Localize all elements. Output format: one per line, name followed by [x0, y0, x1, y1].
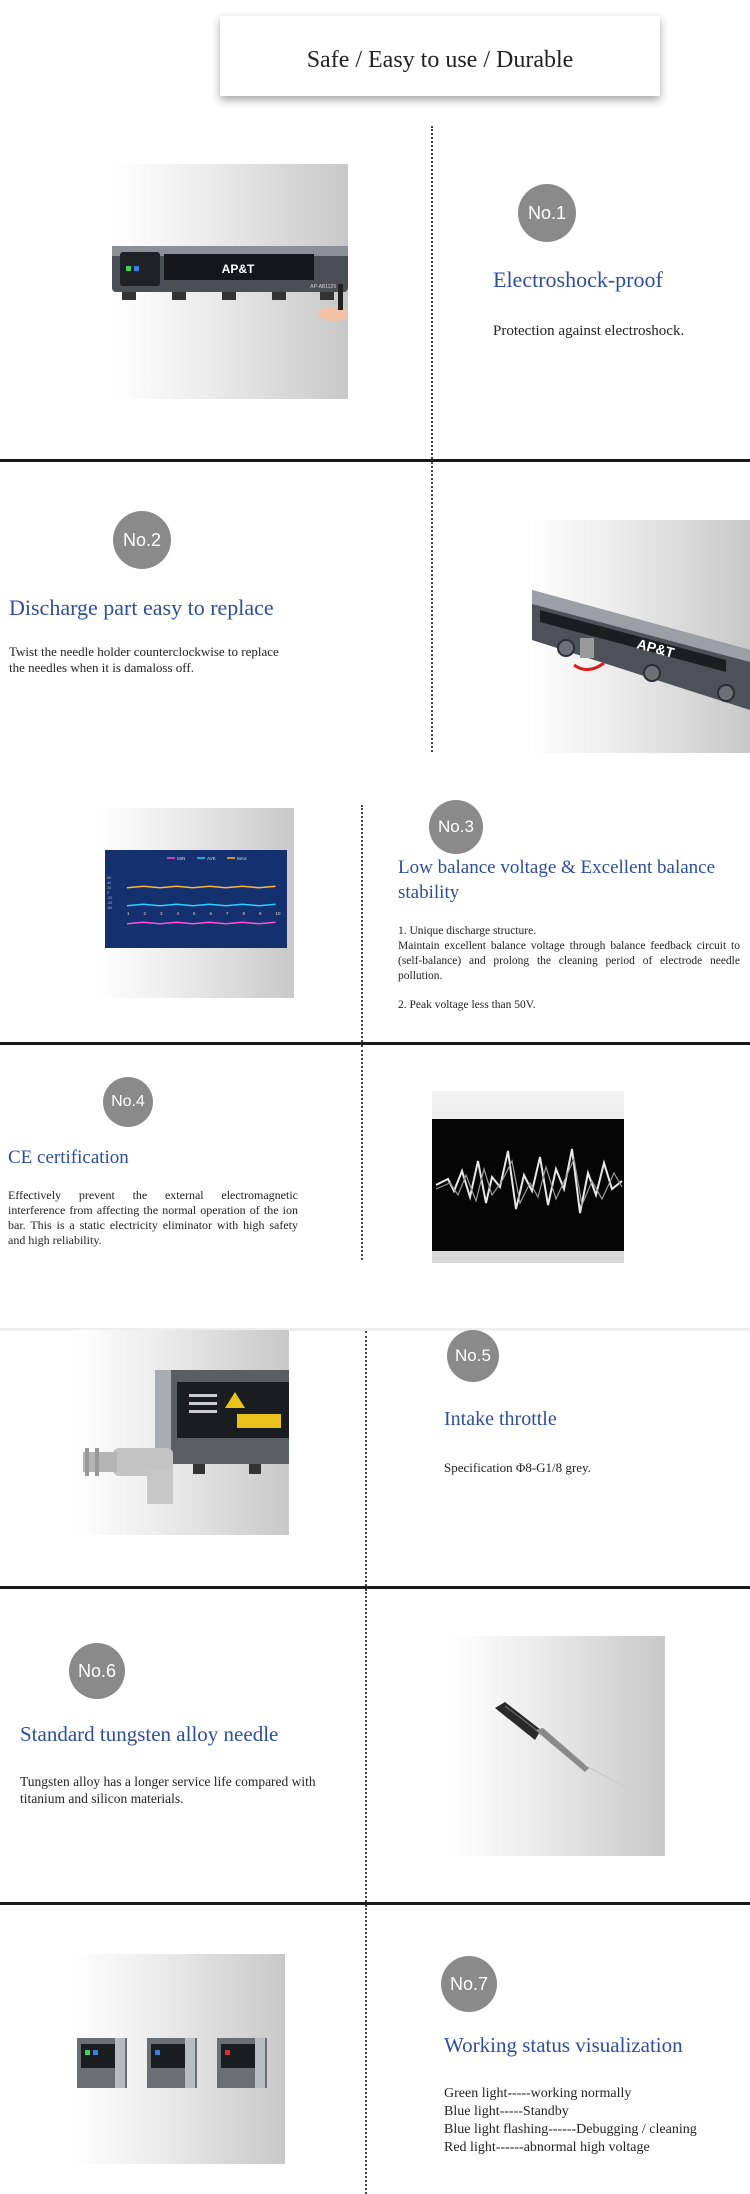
intake-throttle-illustration [73, 1330, 289, 1535]
feature-title-5: Intake throttle [444, 1408, 557, 1430]
tungsten-needle-illustration [449, 1636, 665, 1856]
chart-legend-label: MIN [177, 856, 186, 861]
chart-y-tick: 60 [107, 876, 111, 880]
balance-chart-photo [97, 808, 294, 998]
chart-x-tick: 8 [242, 911, 246, 916]
section-divider [0, 1902, 750, 1905]
column-divider [431, 126, 433, 459]
ion-bar-brand-text: AP&T [635, 635, 677, 661]
chart-y-tick: -40 [107, 901, 113, 905]
chart-x-tick: 2 [143, 911, 147, 916]
column-divider [431, 462, 433, 752]
feature-text-5: Specification Φ8-G1/8 grey. [444, 1460, 591, 1475]
section-divider [0, 459, 750, 462]
column-divider [365, 1589, 367, 1902]
chart-legend-label: AVE [207, 856, 216, 861]
tungsten-needle-photo [449, 1636, 665, 1856]
feature-title-6: Standard tungsten alloy needle [20, 1722, 279, 1746]
feature-text-6: Tungsten alloy has a longer service life compared with titanium and silicon materials. [20, 1774, 316, 1806]
feature-text-line: the needles when it is damaloss off. [9, 660, 194, 675]
ion-bar-model-text: AP-AB1129 [310, 284, 336, 290]
feature-text-2 [9, 644, 389, 676]
feature-text-line: Maintain excellent balance voltage through balance feedback circuit to (self-balance) and prolong the cleaning period of electrode needle pollution. [398, 940, 740, 982]
balance-chart [97, 808, 294, 998]
chart-legend-label: MAX [237, 856, 247, 861]
banner: Safe / Easy to use / Durable [220, 16, 660, 96]
feature-text-line: Twist the needle holder counterclockwise to replace [9, 644, 279, 659]
feature-badge-5: No.5 [447, 1330, 499, 1382]
intake-throttle-photo [73, 1330, 289, 1535]
ion-bar-front-photo [112, 164, 348, 399]
feature-badge-7: No.7 [441, 1956, 497, 2012]
chart-x-tick: 7 [226, 911, 229, 916]
status-legend-line: Green light-----working normally [444, 2086, 632, 2101]
feature-badge-3: No.3 [429, 800, 483, 854]
status-lights-illustration [71, 1954, 285, 2164]
chart-y-tick: -20 [107, 896, 113, 900]
feature-title-3: Low balance voltage & Excellent balance stability [398, 857, 716, 903]
feature-text-3 [398, 924, 740, 1013]
chart-y-tick: 40 [107, 881, 111, 885]
column-divider [365, 1905, 367, 2194]
needle-holder-photo [526, 520, 750, 753]
feature-title-1: Electroshock-proof [493, 267, 663, 292]
column-divider [361, 805, 363, 1042]
chart-y-tick: 20 [107, 886, 111, 890]
feature-title-4: CE certification [8, 1147, 129, 1168]
ion-bar-brand-text: AP&T [221, 262, 255, 276]
column-divider [365, 1331, 367, 1586]
chart-x-tick: 9 [259, 911, 262, 916]
chart-x-tick: 3 [160, 911, 163, 916]
feature-title-7: Working status visualization [444, 2033, 683, 2057]
ion-bar-front-illustration [112, 164, 348, 399]
column-divider [361, 1045, 363, 1260]
electric-wave-photo [432, 1091, 624, 1263]
feature-badge-6: No.6 [69, 1643, 125, 1699]
feature-text-7 [444, 2085, 744, 2157]
chart-y-tick: 0 [107, 891, 109, 895]
chart-x-tick: 6 [209, 911, 213, 916]
feature-badge-4: No.4 [103, 1077, 153, 1127]
chart-y-tick: -60 [107, 906, 113, 910]
status-legend-line: Blue light-----Standby [444, 2104, 569, 2119]
feature-text-line: 1. Unique discharge structure. [398, 925, 537, 937]
chart-x-tick: 10 [275, 911, 281, 916]
feature-text-1: Protection against electroshock. [493, 323, 685, 339]
electric-wave-illustration [432, 1091, 624, 1263]
status-lights-photo [71, 1954, 285, 2164]
chart-x-tick: 4 [176, 911, 180, 916]
section-divider [0, 1586, 750, 1589]
ion-bar-angled-illustration [526, 520, 750, 753]
feature-text-line: 2. Peak voltage less than 50V. [398, 999, 536, 1011]
feature-title-2: Discharge part easy to replace [9, 595, 274, 620]
section-divider [0, 1042, 750, 1045]
feature-badge-1: No.1 [518, 184, 576, 242]
chart-x-tick: 5 [193, 911, 196, 916]
chart-x-tick: 1 [127, 911, 130, 916]
feature-badge-2: No.2 [113, 511, 171, 569]
feature-text-4: Effectively prevent the external electromagnetic interference from affecting the normal operation of the ion bar. This is a static electricity eliminator with high safety and high reliability. [8, 1188, 298, 1247]
status-legend-line: Blue light flashing------Debugging / cleaning [444, 2122, 697, 2137]
status-legend-line: Red light------abnormal high voltage [444, 2140, 650, 2155]
